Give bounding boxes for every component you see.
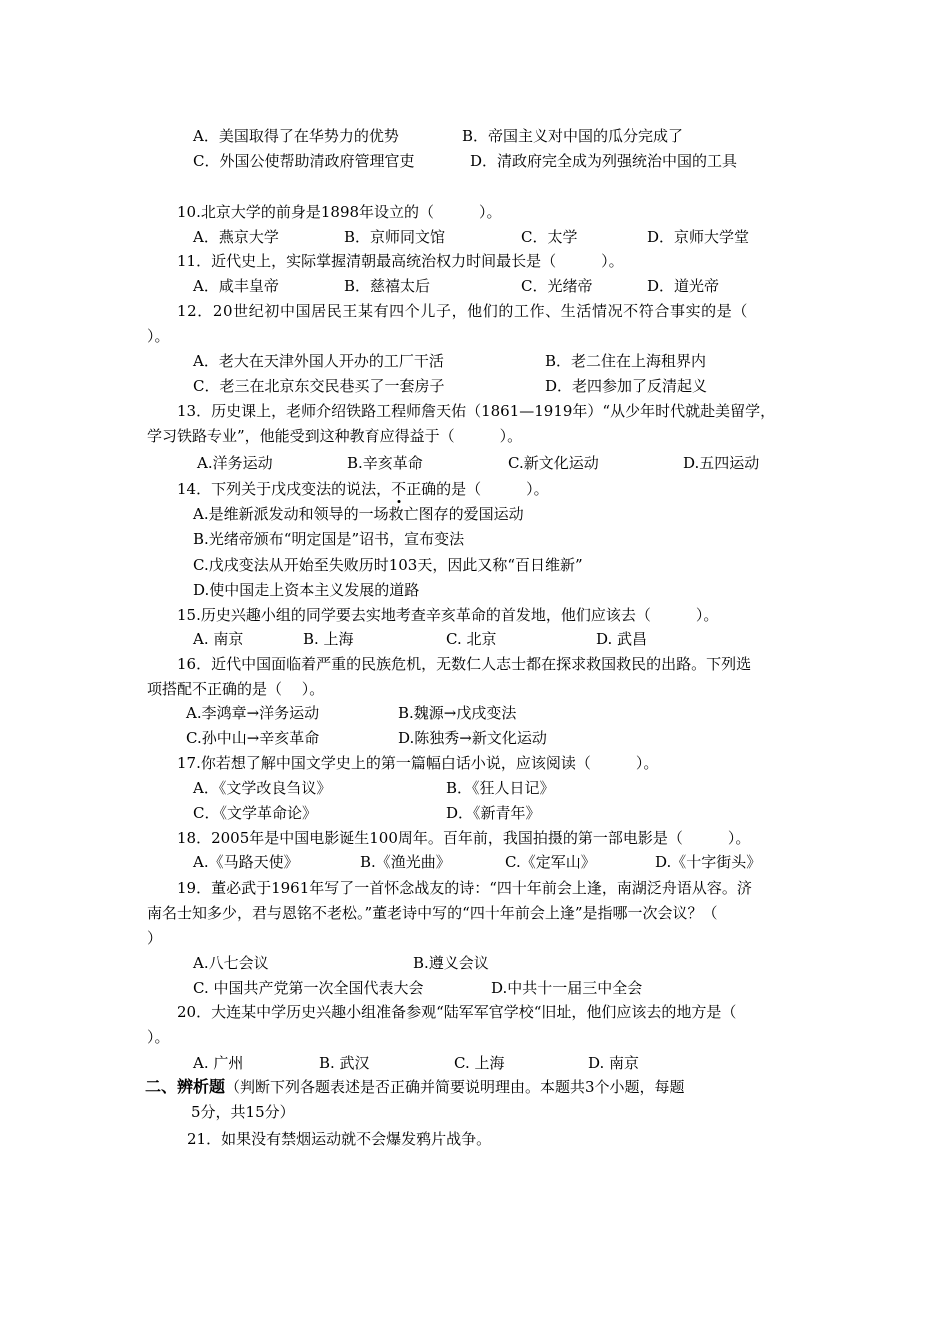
q13-option-d: D.五四运动 xyxy=(683,454,760,472)
q13-stem-line2: 学习铁路专业”，他能受到这种教育应得益于（ ）。 xyxy=(147,427,523,445)
q13-option-a: A.洋务运动 xyxy=(197,454,273,472)
q14-stem-pre: 14．下列关于戊戌变法的说法， xyxy=(177,480,392,498)
q14-stem-emphasis: 不 xyxy=(391,480,407,498)
q19-option-b: B.遵义会议 xyxy=(413,954,489,972)
q20-option-c: C. 上海 xyxy=(454,1054,505,1072)
q9-option-a: A．美国取得了在华势力的优势 xyxy=(193,127,399,145)
q16-option-a: A.李鸿章→洋务运动 xyxy=(186,704,320,722)
q14-option-c: C.戊戌变法从开始至失败历时103天，因此又称“百日维新” xyxy=(193,556,583,574)
q19-stem-line1: 19．董必武于1961年写了一首怀念战友的诗：“四十年前会上逢，南湖泛舟语从容。济 xyxy=(177,879,752,897)
q15-option-a: A. 南京 xyxy=(193,630,244,648)
section2-desc-line1: （判断下列各题表述是否正确并简要说明理由。本题共3个小题，每题 xyxy=(225,1078,685,1096)
q11-option-d: D．道光帝 xyxy=(647,277,720,295)
q12-option-b: B．老二住在上海租界内 xyxy=(545,352,707,370)
q16-stem-line2: 项搭配不正确的是（ ）。 xyxy=(147,680,325,698)
q19-stem-line3: ） xyxy=(147,929,163,947)
q11-option-c: C．光绪帝 xyxy=(521,277,593,295)
q15-option-c: C. 北京 xyxy=(446,630,497,648)
q18-option-b: B.《渔光曲》 xyxy=(360,853,451,871)
q14-option-a: A.是维新派发动和领导的一场救亡图存的爱国运动 xyxy=(193,505,524,523)
q15-option-d: D. 武昌 xyxy=(596,630,648,648)
q20-option-d: D. 南京 xyxy=(588,1054,640,1072)
q10-option-a: A．燕京大学 xyxy=(193,228,279,246)
q18-stem: 18．2005年是中国电影诞生100周年。百年前，我国拍摄的第一部电影是（ ）。 xyxy=(177,829,751,847)
q10-option-c: C．太学 xyxy=(521,228,578,246)
section2-heading xyxy=(145,1077,685,1097)
q18-option-c: C.《定军山》 xyxy=(505,853,596,871)
q11-option-a: A．咸丰皇帝 xyxy=(193,277,279,295)
section2-desc-line2: 5分，共15分） xyxy=(191,1103,295,1121)
q17-stem: 17.你若想了解中国文学史上的第一篇幅白话小说，应该阅读（ ）。 xyxy=(177,754,659,772)
q10-stem: 10.北京大学的前身是1898年设立的（ ）。 xyxy=(177,203,502,221)
q17-option-b: B．《狂人日记》 xyxy=(446,779,555,797)
section2-title: 二、辨析题 xyxy=(145,1077,226,1096)
q19-option-d: D.中共十一届三中全会 xyxy=(491,979,643,997)
q17-option-c: C．《文学革命论》 xyxy=(193,804,317,822)
q9-option-c: C．外国公使帮助清政府管理官吏 xyxy=(193,152,415,170)
q19-stem-line2: 南名士知多少，君与恩铭不老松。”董老诗中写的“四十年前会上逢”是指哪一次会议？（ xyxy=(147,904,718,922)
q16-option-c: C.孙中山→辛亥革命 xyxy=(186,729,320,747)
q11-option-b: B．慈禧太后 xyxy=(344,277,431,295)
q10-option-b: B．京师同文馆 xyxy=(344,228,446,246)
q16-option-d: D.陈独秀→新文化运动 xyxy=(398,729,547,747)
q20-option-b: B. 武汉 xyxy=(319,1054,370,1072)
q9-option-d: D．清政府完全成为列强统治中国的工具 xyxy=(470,152,738,170)
q13-stem-line1: 13．历史课上，老师介绍铁路工程师詹天佑（1861—1919年）“从少年时代就赴美留学， xyxy=(177,402,776,420)
q17-option-a: A．《文学改良刍议》 xyxy=(193,779,332,797)
q14-option-d: D.使中国走上资本主义发展的道路 xyxy=(193,581,420,599)
q20-stem-line1: 20．大连某中学历史兴趣小组准备参观“陆军军官学校“旧址，他们应该去的地方是（ xyxy=(177,1003,737,1021)
q18-option-a: A.《马路天使》 xyxy=(193,853,299,871)
q14-stem-post: 正确的是（ ）。 xyxy=(406,480,549,498)
q20-option-a: A. 广州 xyxy=(193,1054,244,1072)
q13-option-c: C.新文化运动 xyxy=(508,454,599,472)
q10-option-d: D．京师大学堂 xyxy=(647,228,750,246)
q18-option-d: D.《十字街头》 xyxy=(655,853,762,871)
q13-option-b: B.辛亥革命 xyxy=(347,454,423,472)
q17-option-d: D．《新青年》 xyxy=(446,804,541,822)
q15-stem: 15.历史兴趣小组的同学要去实地考查辛亥革命的首发地，他们应该去（ ）。 xyxy=(177,606,719,624)
q20-stem-line2: ）。 xyxy=(147,1028,170,1046)
q19-option-a: A.八七会议 xyxy=(193,954,269,972)
q12-option-c: C．老三在北京东交民巷买了一套房子 xyxy=(193,377,445,395)
q11-stem: 11．近代史上，实际掌握清朝最高统治权力时间最长是（ ）。 xyxy=(177,252,624,270)
q21-stem: 21．如果没有禁烟运动就不会爆发鸦片战争。 xyxy=(187,1130,492,1148)
q16-stem-line1: 16．近代中国面临着严重的民族危机，无数仁人志士都在探求救国救民的出路。下列选 xyxy=(177,655,752,673)
q14-option-b: B.光绪帝颁布“明定国是”诏书，宣布变法 xyxy=(193,530,465,548)
q12-stem-line2: ）。 xyxy=(147,327,170,345)
q12-stem-line1: 12．20世纪初中国居民王某有四个儿子，他们的工作、生活情况不符合事实的是（ xyxy=(177,302,748,320)
q19-option-c: C. 中国共产党第一次全国代表大会 xyxy=(193,979,424,997)
q12-option-a: A．老大在天津外国人开办的工厂干活 xyxy=(193,352,444,370)
q15-option-b: B. 上海 xyxy=(303,630,354,648)
q12-option-d: D．老四参加了反清起义 xyxy=(545,377,708,395)
q9-option-b: B．帝国主义对中国的瓜分完成了 xyxy=(462,127,684,145)
q16-option-b: B.魏源→戊戌变法 xyxy=(398,704,517,722)
q14-stem xyxy=(177,479,549,499)
